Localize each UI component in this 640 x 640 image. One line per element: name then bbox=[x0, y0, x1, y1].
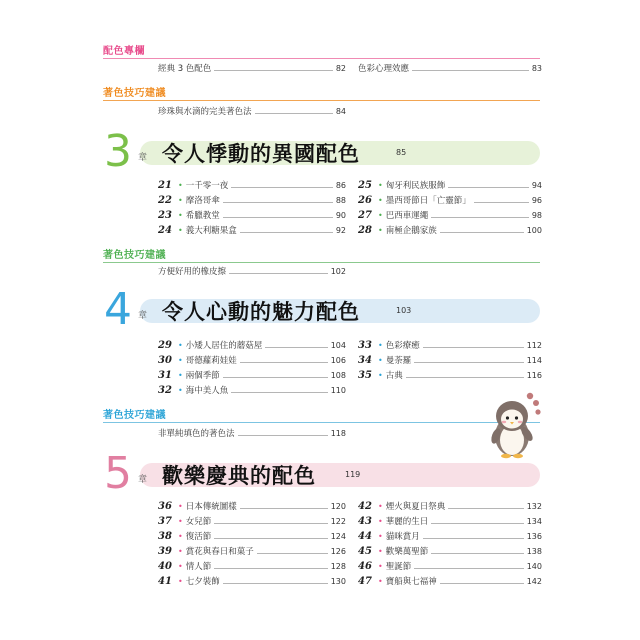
entry-title: 七夕裝飾 bbox=[185, 577, 220, 587]
toc-entry[interactable] bbox=[358, 63, 542, 75]
chapter-5-page: 119 bbox=[345, 470, 361, 479]
entry-page: 128 bbox=[330, 562, 346, 571]
section-label-coloring-tip: 著色技巧建議 bbox=[103, 410, 166, 421]
bullet-dot-icon: • bbox=[178, 196, 183, 205]
bullet-dot-icon: • bbox=[378, 181, 383, 190]
leader-line bbox=[231, 392, 327, 393]
entry-title: 哥德蘿莉娃娃 bbox=[185, 356, 237, 366]
entry-title: 南極企鵝家族 bbox=[385, 226, 437, 236]
entry-number: 34 bbox=[358, 355, 372, 366]
bullet-dot-icon: • bbox=[178, 517, 183, 526]
entry-title: 匈牙利民族服飾 bbox=[385, 181, 446, 191]
entry-title: 賞花與春日和菓子 bbox=[185, 547, 254, 557]
bullet-dot-icon: • bbox=[178, 386, 183, 395]
entry-number: 41 bbox=[158, 576, 172, 587]
entry-title: 方便好用的橡皮擦 bbox=[158, 267, 227, 277]
bullet-dot-icon: • bbox=[178, 532, 183, 541]
entry-title: 煙火與夏日祭典 bbox=[385, 502, 446, 512]
toc-entry[interactable] bbox=[358, 225, 542, 237]
entry-title: 小矮人居住的蘑菇屋 bbox=[185, 341, 263, 351]
bullet-dot-icon: • bbox=[178, 547, 183, 556]
toc-entry[interactable] bbox=[158, 195, 346, 207]
entry-page: 83 bbox=[531, 64, 542, 73]
entry-page: 120 bbox=[330, 502, 346, 511]
toc-entry[interactable] bbox=[158, 266, 346, 278]
entry-page: 138 bbox=[526, 547, 542, 556]
chapter-3-page: 85 bbox=[396, 148, 407, 157]
penguin-icon bbox=[486, 388, 546, 460]
bullet-dot-icon: • bbox=[178, 226, 183, 235]
section-label-color-column: 配色專欄 bbox=[103, 46, 145, 57]
entry-number: 33 bbox=[358, 340, 372, 351]
entry-title: 墨西哥節日「亡靈節」 bbox=[385, 196, 471, 206]
section-label-coloring-tip: 著色技巧建議 bbox=[103, 88, 166, 99]
entry-page: 92 bbox=[335, 226, 346, 235]
bullet-dot-icon: • bbox=[378, 341, 383, 350]
bullet-dot-icon: • bbox=[378, 547, 383, 556]
bullet-dot-icon: • bbox=[178, 356, 183, 365]
leader-line bbox=[423, 538, 524, 539]
entry-number: 42 bbox=[358, 501, 372, 512]
leader-line bbox=[214, 70, 333, 71]
toc-entry[interactable] bbox=[358, 340, 542, 352]
toc-entry[interactable] bbox=[158, 180, 346, 192]
toc-entry[interactable] bbox=[358, 195, 542, 207]
entry-page: 132 bbox=[526, 502, 542, 511]
entry-number: 25 bbox=[358, 180, 372, 191]
chapter-5-zhang: 章 bbox=[138, 475, 148, 485]
entry-number: 45 bbox=[358, 546, 372, 557]
bullet-dot-icon: • bbox=[378, 226, 383, 235]
leader-line bbox=[223, 217, 333, 218]
entry-page: 94 bbox=[531, 181, 542, 190]
bullet-dot-icon: • bbox=[378, 517, 383, 526]
entry-number: 37 bbox=[158, 516, 172, 527]
toc-entry[interactable] bbox=[358, 355, 542, 367]
section-rule bbox=[103, 58, 540, 59]
entry-page: 118 bbox=[330, 429, 346, 438]
toc-entry[interactable] bbox=[358, 516, 542, 528]
toc-entry[interactable] bbox=[158, 516, 346, 528]
entry-page: 104 bbox=[330, 341, 346, 350]
entry-title: 希臘教堂 bbox=[185, 211, 220, 221]
entry-title: 色彩心理效應 bbox=[358, 64, 410, 74]
entry-title: 非單純填色的著色法 bbox=[158, 429, 235, 439]
entry-title: 摩洛哥傘 bbox=[185, 196, 220, 206]
entry-page: 110 bbox=[330, 386, 346, 395]
chapter-3-number: 3 bbox=[104, 126, 132, 177]
toc-entry[interactable] bbox=[358, 561, 542, 573]
entry-title: 兩個季節 bbox=[185, 371, 220, 381]
toc-entry[interactable] bbox=[158, 106, 346, 118]
leader-line bbox=[423, 347, 524, 348]
bullet-dot-icon: • bbox=[178, 211, 183, 220]
bullet-dot-icon: • bbox=[378, 211, 383, 220]
chapter-5-title[interactable]: 歡樂慶典的配色 bbox=[162, 464, 316, 488]
entry-number: 26 bbox=[358, 195, 372, 206]
bullet-dot-icon: • bbox=[178, 341, 183, 350]
leader-line bbox=[431, 523, 523, 524]
toc-entry[interactable] bbox=[358, 546, 542, 558]
entry-title: 日本傳統圖樣 bbox=[185, 502, 237, 512]
leader-line bbox=[440, 583, 524, 584]
entry-page: 140 bbox=[526, 562, 542, 571]
entry-page: 96 bbox=[531, 196, 542, 205]
entry-number: 27 bbox=[358, 210, 372, 221]
entry-number: 23 bbox=[158, 210, 172, 221]
entry-page: 88 bbox=[335, 196, 346, 205]
entry-title: 貓咪賞月 bbox=[385, 532, 420, 542]
entry-number: 28 bbox=[358, 225, 372, 236]
section-rule bbox=[103, 100, 540, 101]
entry-title: 歡樂萬聖節 bbox=[385, 547, 429, 557]
entry-page: 86 bbox=[335, 181, 346, 190]
entry-title: 復活節 bbox=[185, 532, 212, 542]
toc-entry[interactable] bbox=[158, 531, 346, 543]
bullet-dot-icon: • bbox=[378, 502, 383, 511]
entry-title: 珍珠與水滴的完美著色法 bbox=[158, 107, 252, 117]
entry-number: 38 bbox=[158, 531, 172, 542]
section-rule bbox=[103, 262, 540, 263]
leader-line bbox=[240, 232, 333, 233]
entry-number: 31 bbox=[158, 370, 172, 381]
leader-line bbox=[440, 232, 524, 233]
entry-page: 98 bbox=[531, 211, 542, 220]
entry-number: 29 bbox=[158, 340, 172, 351]
entry-page: 142 bbox=[526, 577, 542, 586]
toc-entry[interactable] bbox=[158, 576, 346, 588]
leader-line bbox=[431, 553, 523, 554]
entry-title: 一千零一夜 bbox=[185, 181, 229, 191]
leader-line bbox=[229, 273, 328, 274]
leader-line bbox=[414, 568, 523, 569]
toc-entry[interactable] bbox=[158, 63, 346, 75]
entry-number: 44 bbox=[358, 531, 372, 542]
entry-title: 巴西車運繩 bbox=[385, 211, 429, 221]
entry-page: 112 bbox=[526, 341, 542, 350]
section-label-coloring-tip: 著色技巧建議 bbox=[103, 250, 166, 261]
leader-line bbox=[257, 553, 328, 554]
entry-title: 經典 3 色配色 bbox=[158, 64, 212, 74]
bullet-dot-icon: • bbox=[178, 371, 183, 380]
entry-number: 43 bbox=[358, 516, 372, 527]
toc-entry[interactable] bbox=[358, 501, 542, 513]
leader-line bbox=[406, 377, 524, 378]
toc-entry[interactable] bbox=[358, 576, 542, 588]
leader-line bbox=[214, 568, 327, 569]
toc-entry[interactable] bbox=[158, 355, 346, 367]
leader-line bbox=[223, 202, 333, 203]
entry-title: 聖誕節 bbox=[385, 562, 412, 572]
toc-entry[interactable] bbox=[158, 561, 346, 573]
toc-entry[interactable] bbox=[158, 340, 346, 352]
leader-line bbox=[414, 362, 523, 363]
entry-number: 35 bbox=[358, 370, 372, 381]
entry-page: 126 bbox=[330, 547, 346, 556]
toc-entry[interactable] bbox=[158, 501, 346, 513]
entry-number: 39 bbox=[158, 546, 172, 557]
bullet-dot-icon: • bbox=[378, 532, 383, 541]
toc-entry[interactable] bbox=[158, 385, 346, 397]
entry-number: 40 bbox=[158, 561, 172, 572]
toc-entry[interactable] bbox=[158, 370, 346, 382]
leader-line bbox=[223, 583, 328, 584]
bullet-dot-icon: • bbox=[178, 562, 183, 571]
toc-entry[interactable] bbox=[158, 546, 346, 558]
bullet-dot-icon: • bbox=[378, 356, 383, 365]
entry-number: 30 bbox=[158, 355, 172, 366]
chapter-3-zhang: 章 bbox=[138, 153, 148, 163]
entry-title: 色彩療癒 bbox=[385, 341, 420, 351]
entry-page: 122 bbox=[330, 517, 346, 526]
toc-entry[interactable] bbox=[158, 428, 346, 440]
entry-number: 32 bbox=[158, 385, 172, 396]
leader-line bbox=[265, 347, 327, 348]
leader-line bbox=[240, 508, 328, 509]
bullet-dot-icon: • bbox=[178, 502, 183, 511]
leader-line bbox=[448, 187, 529, 188]
entry-page: 124 bbox=[330, 532, 346, 541]
toc-entry[interactable] bbox=[158, 210, 346, 222]
leader-line bbox=[431, 217, 529, 218]
leader-line bbox=[238, 435, 328, 436]
entry-number: 36 bbox=[158, 501, 172, 512]
bullet-dot-icon: • bbox=[378, 196, 383, 205]
entry-page: 100 bbox=[526, 226, 542, 235]
entry-page: 90 bbox=[335, 211, 346, 220]
leader-line bbox=[474, 202, 529, 203]
entry-page: 130 bbox=[330, 577, 346, 586]
entry-title: 海中美人魚 bbox=[185, 386, 229, 396]
entry-number: 47 bbox=[358, 576, 372, 587]
entry-page: 114 bbox=[526, 356, 542, 365]
entry-page: 136 bbox=[526, 532, 542, 541]
entry-page: 82 bbox=[335, 64, 346, 73]
leader-line bbox=[448, 508, 523, 509]
entry-page: 116 bbox=[526, 371, 542, 380]
bullet-dot-icon: • bbox=[378, 562, 383, 571]
entry-title: 古典 bbox=[385, 371, 403, 381]
toc-entry[interactable] bbox=[358, 531, 542, 543]
leader-line bbox=[412, 70, 529, 71]
entry-page: 84 bbox=[335, 107, 346, 116]
entry-title: 寶船與七福神 bbox=[385, 577, 437, 587]
bullet-dot-icon: • bbox=[178, 577, 183, 586]
chapter-4-zhang: 章 bbox=[138, 311, 148, 321]
toc-entry[interactable] bbox=[358, 370, 542, 382]
entry-title: 義大利糖果盒 bbox=[185, 226, 237, 236]
bullet-dot-icon: • bbox=[178, 181, 183, 190]
chapter-3-title[interactable]: 令人悸動的異國配色 bbox=[162, 142, 360, 166]
chapter-4-number: 4 bbox=[104, 284, 132, 335]
entry-number: 21 bbox=[158, 180, 172, 191]
leader-line bbox=[231, 187, 333, 188]
leader-line bbox=[223, 377, 328, 378]
entry-number: 24 bbox=[158, 225, 172, 236]
entry-title: 女兒節 bbox=[185, 517, 212, 527]
bullet-dot-icon: • bbox=[378, 371, 383, 380]
chapter-5-number: 5 bbox=[104, 448, 132, 499]
toc-entry[interactable] bbox=[358, 180, 542, 192]
chapter-4-title[interactable]: 令人心動的魅力配色 bbox=[162, 300, 360, 324]
entry-page: 102 bbox=[330, 267, 346, 276]
bullet-dot-icon: • bbox=[378, 577, 383, 586]
chapter-4-page: 103 bbox=[396, 306, 412, 315]
leader-line bbox=[240, 362, 328, 363]
entry-title: 華麗的生日 bbox=[385, 517, 429, 527]
leader-line bbox=[214, 523, 327, 524]
entry-number: 46 bbox=[358, 561, 372, 572]
entry-number: 22 bbox=[158, 195, 172, 206]
toc-entry[interactable] bbox=[358, 210, 542, 222]
entry-title: 情人節 bbox=[185, 562, 212, 572]
entry-title: 曼荼羅 bbox=[385, 356, 412, 366]
leader-line bbox=[214, 538, 327, 539]
entry-page: 134 bbox=[526, 517, 542, 526]
entry-page: 106 bbox=[330, 356, 346, 365]
toc-entry[interactable] bbox=[158, 225, 346, 237]
entry-page: 108 bbox=[330, 371, 346, 380]
leader-line bbox=[255, 113, 333, 114]
section-rule bbox=[103, 422, 540, 423]
